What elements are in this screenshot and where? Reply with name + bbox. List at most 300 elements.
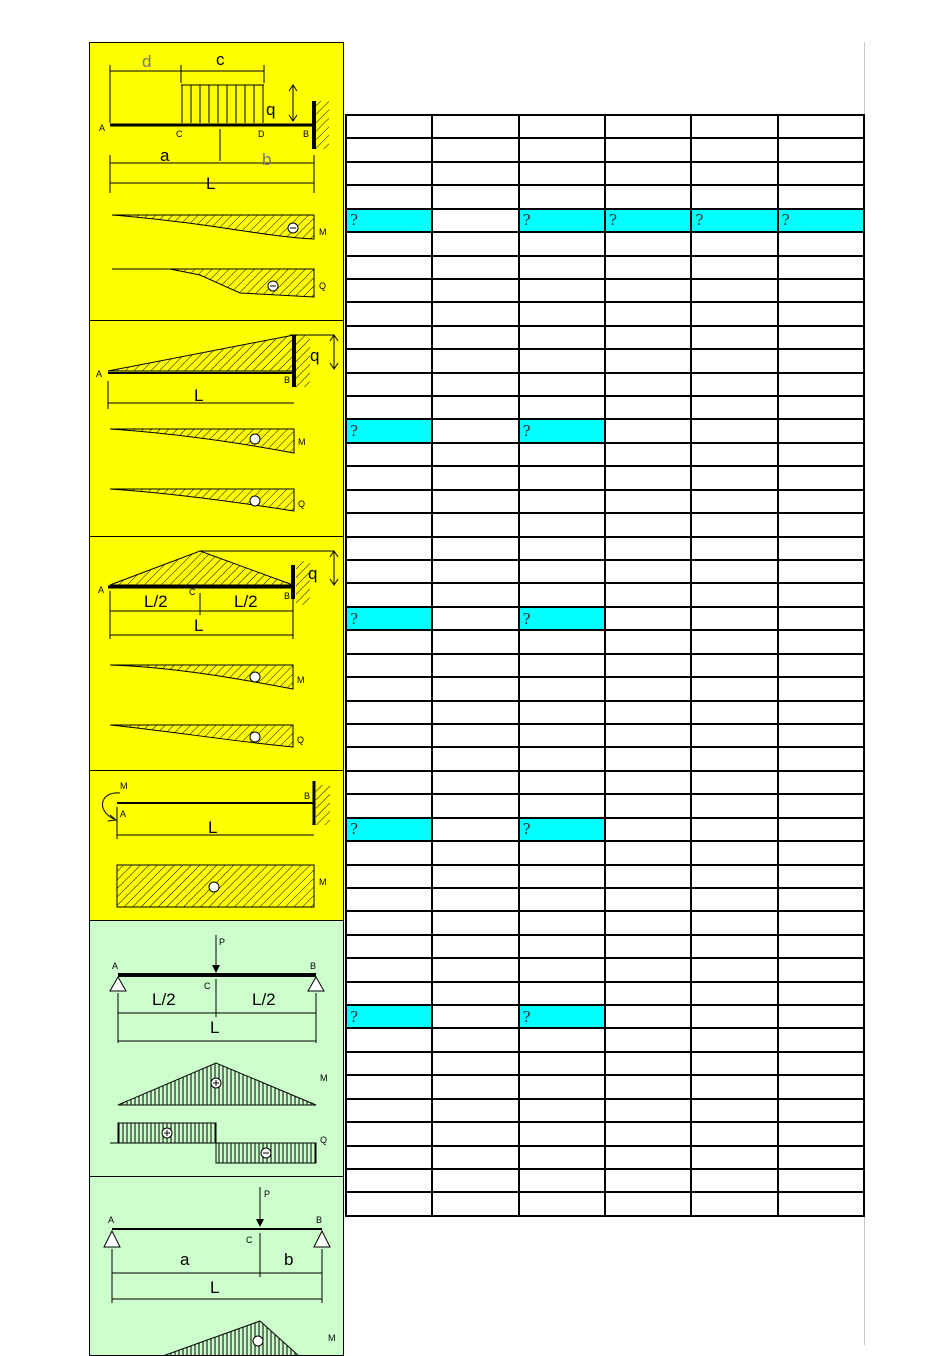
grid-cell[interactable]	[432, 701, 518, 724]
grid-cell[interactable]	[519, 443, 605, 466]
grid-cell[interactable]	[778, 1075, 864, 1098]
grid-cell[interactable]	[778, 513, 864, 536]
grid-cell[interactable]	[432, 607, 518, 630]
highlighted-cell[interactable]: ?	[519, 607, 605, 630]
grid-cell[interactable]	[519, 302, 605, 325]
grid-cell[interactable]	[519, 560, 605, 583]
grid-cell[interactable]	[605, 888, 691, 911]
grid-cell[interactable]	[519, 138, 605, 161]
grid-cell[interactable]	[346, 560, 432, 583]
grid-cell[interactable]	[346, 373, 432, 396]
grid-cell[interactable]	[519, 373, 605, 396]
grid-cell[interactable]	[691, 911, 777, 934]
grid-cell[interactable]	[778, 1005, 864, 1028]
grid-cell[interactable]	[605, 373, 691, 396]
grid-cell[interactable]	[691, 630, 777, 653]
grid-cell[interactable]	[778, 1146, 864, 1169]
grid-cell[interactable]	[346, 583, 432, 606]
grid-cell[interactable]	[432, 630, 518, 653]
grid-cell[interactable]	[691, 747, 777, 770]
grid-cell[interactable]	[432, 677, 518, 700]
grid-cell[interactable]	[778, 771, 864, 794]
grid-cell[interactable]	[691, 724, 777, 747]
grid-cell[interactable]	[691, 701, 777, 724]
grid-cell[interactable]	[432, 1028, 518, 1051]
grid-cell[interactable]	[519, 1146, 605, 1169]
grid-cell[interactable]	[691, 1146, 777, 1169]
grid-cell[interactable]	[605, 1028, 691, 1051]
grid-cell[interactable]	[778, 279, 864, 302]
grid-cell[interactable]	[778, 1052, 864, 1075]
grid-cell[interactable]	[778, 115, 864, 138]
grid-cell[interactable]	[605, 1146, 691, 1169]
grid-cell[interactable]	[432, 654, 518, 677]
grid-cell[interactable]	[432, 302, 518, 325]
grid-cell[interactable]	[346, 513, 432, 536]
grid-cell[interactable]	[605, 537, 691, 560]
grid-cell[interactable]	[432, 1146, 518, 1169]
grid-cell[interactable]	[778, 935, 864, 958]
grid-cell[interactable]	[432, 1169, 518, 1192]
grid-cell[interactable]	[691, 115, 777, 138]
grid-cell[interactable]	[346, 747, 432, 770]
grid-cell[interactable]	[605, 865, 691, 888]
grid-cell[interactable]	[691, 490, 777, 513]
grid-row	[346, 490, 864, 513]
grid-cell[interactable]	[605, 396, 691, 419]
highlighted-cell[interactable]: ?	[519, 1005, 605, 1028]
grid-cell[interactable]	[346, 1028, 432, 1051]
grid-cell[interactable]	[346, 1146, 432, 1169]
grid-cell[interactable]	[432, 888, 518, 911]
grid-cell[interactable]	[605, 162, 691, 185]
grid-cell[interactable]	[691, 396, 777, 419]
grid-cell[interactable]	[519, 677, 605, 700]
grid-cell[interactable]	[605, 1192, 691, 1215]
grid-cell[interactable]	[346, 982, 432, 1005]
grid-cell[interactable]	[432, 1075, 518, 1098]
grid-cell[interactable]	[691, 513, 777, 536]
grid-cell[interactable]	[605, 1005, 691, 1028]
grid-cell[interactable]	[432, 162, 518, 185]
grid-cell[interactable]	[778, 138, 864, 161]
highlighted-cell[interactable]: ?	[519, 419, 605, 442]
label-B: B	[304, 791, 311, 801]
grid-cell[interactable]	[346, 256, 432, 279]
grid-cell[interactable]	[605, 654, 691, 677]
grid-cell[interactable]	[778, 443, 864, 466]
grid-cell[interactable]	[346, 724, 432, 747]
grid-cell[interactable]	[519, 1192, 605, 1215]
highlighted-cell[interactable]: ?	[346, 607, 432, 630]
grid-cell[interactable]	[519, 958, 605, 981]
grid-cell[interactable]	[519, 747, 605, 770]
label-A: A	[99, 123, 106, 133]
grid-cell[interactable]	[346, 1052, 432, 1075]
grid-cell[interactable]	[346, 1075, 432, 1098]
grid-cell[interactable]	[432, 982, 518, 1005]
grid-cell[interactable]	[691, 1052, 777, 1075]
highlighted-cell[interactable]: ?	[778, 209, 864, 232]
grid-cell[interactable]	[346, 279, 432, 302]
grid-row	[346, 209, 864, 232]
grid-cell[interactable]	[519, 513, 605, 536]
grid-cell[interactable]	[691, 841, 777, 864]
grid-cell[interactable]	[432, 490, 518, 513]
grid-cell[interactable]	[605, 490, 691, 513]
grid-cell[interactable]	[432, 349, 518, 372]
grid-cell[interactable]	[346, 115, 432, 138]
grid-row	[346, 373, 864, 396]
grid-cell[interactable]	[519, 326, 605, 349]
grid-cell[interactable]	[346, 654, 432, 677]
grid-cell[interactable]	[346, 466, 432, 489]
grid-cell[interactable]	[432, 935, 518, 958]
grid-cell[interactable]	[778, 373, 864, 396]
grid-cell[interactable]	[605, 466, 691, 489]
grid-cell[interactable]	[432, 466, 518, 489]
grid-cell[interactable]	[432, 1052, 518, 1075]
grid-cell[interactable]	[691, 1075, 777, 1098]
grid-cell[interactable]	[605, 958, 691, 981]
grid-cell[interactable]	[691, 162, 777, 185]
grid-cell[interactable]	[519, 1099, 605, 1122]
grid-cell[interactable]	[778, 466, 864, 489]
grid-cell[interactable]	[346, 677, 432, 700]
grid-cell[interactable]	[778, 490, 864, 513]
grid-cell[interactable]	[691, 302, 777, 325]
grid-cell[interactable]	[778, 583, 864, 606]
grid-cell[interactable]	[432, 209, 518, 232]
grid-cell[interactable]	[778, 818, 864, 841]
grid-cell[interactable]	[691, 560, 777, 583]
grid-cell[interactable]	[691, 326, 777, 349]
grid-cell[interactable]	[605, 630, 691, 653]
grid-cell[interactable]	[691, 935, 777, 958]
grid-cell[interactable]	[346, 935, 432, 958]
grid-cell[interactable]	[691, 537, 777, 560]
distributed-load	[181, 85, 264, 123]
grid-cell[interactable]	[691, 232, 777, 255]
grid-cell[interactable]	[346, 794, 432, 817]
grid-cell[interactable]	[605, 607, 691, 630]
grid-cell[interactable]	[432, 1122, 518, 1145]
moment-diagram	[110, 665, 293, 689]
grid-cell[interactable]	[778, 747, 864, 770]
grid-cell[interactable]	[346, 701, 432, 724]
grid-cell[interactable]	[778, 958, 864, 981]
grid-cell[interactable]	[778, 701, 864, 724]
beam-diagram-5	[90, 921, 344, 1177]
grid-cell[interactable]	[432, 911, 518, 934]
grid-cell[interactable]	[605, 256, 691, 279]
grid-cell[interactable]	[605, 115, 691, 138]
grid-cell[interactable]	[691, 865, 777, 888]
grid-cell[interactable]	[605, 724, 691, 747]
grid-cell[interactable]	[605, 419, 691, 442]
grid-cell[interactable]	[778, 162, 864, 185]
grid-row	[346, 982, 864, 1005]
grid-cell[interactable]	[432, 794, 518, 817]
grid-cell[interactable]	[691, 1005, 777, 1028]
grid-cell[interactable]	[346, 302, 432, 325]
grid-cell[interactable]	[432, 443, 518, 466]
grid-cell[interactable]	[346, 138, 432, 161]
grid-cell[interactable]	[691, 1122, 777, 1145]
grid-cell[interactable]	[432, 279, 518, 302]
grid-cell[interactable]	[691, 466, 777, 489]
grid-cell[interactable]	[432, 396, 518, 419]
grid-cell[interactable]	[519, 1075, 605, 1098]
grid-cell[interactable]	[519, 911, 605, 934]
grid-cell[interactable]	[605, 185, 691, 208]
grid-cell[interactable]	[519, 982, 605, 1005]
grid-cell[interactable]	[778, 654, 864, 677]
grid-cell[interactable]	[346, 911, 432, 934]
grid-cell[interactable]	[691, 888, 777, 911]
grid-cell[interactable]	[346, 349, 432, 372]
grid-cell[interactable]	[519, 1028, 605, 1051]
grid-cell[interactable]	[432, 583, 518, 606]
grid-cell[interactable]	[519, 349, 605, 372]
grid-cell[interactable]	[605, 326, 691, 349]
grid-cell[interactable]	[605, 583, 691, 606]
grid-cell[interactable]	[605, 841, 691, 864]
grid-cell[interactable]	[691, 1192, 777, 1215]
grid-cell[interactable]	[778, 560, 864, 583]
grid-cell[interactable]	[346, 1169, 432, 1192]
label-a: a	[180, 1250, 190, 1269]
grid-cell[interactable]	[519, 1052, 605, 1075]
grid-cell[interactable]	[519, 630, 605, 653]
grid-cell[interactable]	[432, 513, 518, 536]
grid-cell[interactable]	[691, 771, 777, 794]
grid-cell[interactable]	[778, 537, 864, 560]
grid-cell[interactable]	[432, 1005, 518, 1028]
grid-cell[interactable]	[432, 771, 518, 794]
highlighted-cell[interactable]: ?	[519, 209, 605, 232]
grid-cell[interactable]	[691, 794, 777, 817]
highlighted-cell[interactable]: ?	[346, 1005, 432, 1028]
grid-cell[interactable]	[691, 279, 777, 302]
grid-cell[interactable]	[432, 138, 518, 161]
grid-cell[interactable]	[432, 865, 518, 888]
grid-cell[interactable]	[346, 396, 432, 419]
grid-cell[interactable]	[605, 771, 691, 794]
label-q: q	[266, 100, 276, 119]
grid-cell[interactable]	[346, 771, 432, 794]
grid-cell[interactable]	[605, 513, 691, 536]
grid-cell[interactable]	[605, 747, 691, 770]
grid-cell[interactable]	[778, 1192, 864, 1215]
grid-cell[interactable]	[432, 115, 518, 138]
grid-cell[interactable]	[778, 724, 864, 747]
grid-cell[interactable]	[519, 841, 605, 864]
grid-cell[interactable]	[519, 888, 605, 911]
grid-cell[interactable]	[432, 747, 518, 770]
grid-cell[interactable]	[519, 115, 605, 138]
grid-cell[interactable]	[691, 1099, 777, 1122]
grid-cell[interactable]	[519, 232, 605, 255]
grid-row	[346, 607, 864, 630]
grid-cell[interactable]	[691, 373, 777, 396]
grid-cell[interactable]	[432, 232, 518, 255]
grid-cell[interactable]	[605, 935, 691, 958]
label-b: b	[284, 1250, 294, 1269]
grid-cell[interactable]	[691, 677, 777, 700]
grid-cell[interactable]	[346, 630, 432, 653]
grid-cell[interactable]	[691, 654, 777, 677]
grid-cell[interactable]	[519, 185, 605, 208]
grid-cell[interactable]	[691, 818, 777, 841]
grid-cell[interactable]	[519, 583, 605, 606]
grid-cell[interactable]	[691, 583, 777, 606]
grid-cell[interactable]	[778, 326, 864, 349]
grid-cell[interactable]	[519, 466, 605, 489]
grid-cell[interactable]	[432, 1192, 518, 1215]
grid-cell[interactable]	[519, 279, 605, 302]
grid-cell[interactable]	[519, 724, 605, 747]
grid-cell[interactable]	[691, 607, 777, 630]
label-q: q	[308, 564, 318, 583]
grid-cell[interactable]	[432, 560, 518, 583]
grid-cell[interactable]	[605, 443, 691, 466]
highlighted-cell[interactable]: ?	[346, 209, 432, 232]
grid-cell[interactable]	[691, 419, 777, 442]
grid-cell[interactable]	[346, 185, 432, 208]
grid-cell[interactable]	[605, 1052, 691, 1075]
grid-cell[interactable]	[605, 232, 691, 255]
grid-cell[interactable]	[778, 302, 864, 325]
grid-cell[interactable]	[778, 256, 864, 279]
grid-cell[interactable]	[605, 677, 691, 700]
grid-cell[interactable]	[778, 841, 864, 864]
grid-cell[interactable]	[519, 490, 605, 513]
grid-cell[interactable]	[346, 490, 432, 513]
grid-cell[interactable]	[778, 677, 864, 700]
grid-cell[interactable]	[519, 1169, 605, 1192]
grid-row	[346, 256, 864, 279]
grid-cell[interactable]	[605, 982, 691, 1005]
grid-cell[interactable]	[778, 865, 864, 888]
grid-cell[interactable]	[605, 560, 691, 583]
grid-cell[interactable]	[778, 1028, 864, 1051]
grid-cell[interactable]	[605, 701, 691, 724]
grid-cell[interactable]	[691, 185, 777, 208]
grid-cell[interactable]	[605, 1169, 691, 1192]
grid-cell[interactable]	[432, 841, 518, 864]
grid-cell[interactable]	[346, 888, 432, 911]
grid-cell[interactable]	[778, 232, 864, 255]
grid-cell[interactable]	[691, 982, 777, 1005]
grid-cell[interactable]	[605, 1075, 691, 1098]
grid-cell[interactable]	[691, 958, 777, 981]
grid-cell[interactable]	[519, 701, 605, 724]
grid-cell[interactable]	[778, 185, 864, 208]
grid-cell[interactable]	[346, 1192, 432, 1215]
grid-cell[interactable]	[519, 537, 605, 560]
grid-cell[interactable]	[432, 373, 518, 396]
grid-cell[interactable]	[778, 911, 864, 934]
highlighted-cell[interactable]: ?	[605, 209, 691, 232]
grid-cell[interactable]	[605, 1099, 691, 1122]
grid-cell[interactable]	[691, 138, 777, 161]
grid-cell[interactable]	[346, 841, 432, 864]
grid-cell[interactable]	[432, 326, 518, 349]
grid-cell[interactable]	[432, 419, 518, 442]
grid-cell[interactable]	[519, 654, 605, 677]
grid-cell[interactable]	[778, 396, 864, 419]
grid-cell[interactable]	[605, 794, 691, 817]
grid-cell[interactable]	[432, 537, 518, 560]
grid-cell[interactable]	[778, 1099, 864, 1122]
grid-cell[interactable]	[432, 1099, 518, 1122]
grid-row	[346, 677, 864, 700]
grid-cell[interactable]	[432, 256, 518, 279]
grid-cell[interactable]	[346, 865, 432, 888]
grid-cell[interactable]	[432, 958, 518, 981]
grid-cell[interactable]	[346, 326, 432, 349]
grid-cell[interactable]	[519, 396, 605, 419]
grid-cell[interactable]	[778, 982, 864, 1005]
grid-cell[interactable]	[691, 256, 777, 279]
grid-cell[interactable]	[778, 888, 864, 911]
grid-cell[interactable]	[778, 349, 864, 372]
grid-cell[interactable]	[346, 1122, 432, 1145]
grid-cell[interactable]	[346, 537, 432, 560]
grid-cell[interactable]	[519, 771, 605, 794]
grid-cell[interactable]	[778, 607, 864, 630]
label-A: A	[120, 809, 127, 819]
grid-cell[interactable]	[778, 794, 864, 817]
grid-cell[interactable]	[605, 302, 691, 325]
grid-cell[interactable]	[605, 349, 691, 372]
grid-cell[interactable]	[519, 935, 605, 958]
grid-cell[interactable]	[605, 138, 691, 161]
grid-cell[interactable]	[346, 232, 432, 255]
highlighted-cell[interactable]: ?	[346, 818, 432, 841]
grid-cell[interactable]	[605, 279, 691, 302]
grid-cell[interactable]	[691, 349, 777, 372]
grid-cell[interactable]	[519, 256, 605, 279]
grid-cell[interactable]	[778, 630, 864, 653]
grid-cell[interactable]	[691, 1169, 777, 1192]
grid-cell[interactable]	[691, 443, 777, 466]
grid-row	[346, 1028, 864, 1051]
grid-cell[interactable]	[778, 419, 864, 442]
grid-cell[interactable]	[346, 162, 432, 185]
grid-cell[interactable]	[778, 1122, 864, 1145]
grid-cell[interactable]	[691, 1028, 777, 1051]
grid-cell[interactable]	[605, 818, 691, 841]
grid-cell[interactable]	[432, 818, 518, 841]
grid-cell[interactable]	[519, 794, 605, 817]
grid-cell[interactable]	[519, 865, 605, 888]
grid-cell[interactable]	[346, 1099, 432, 1122]
grid-cell[interactable]	[519, 1122, 605, 1145]
highlighted-cell[interactable]: ?	[519, 818, 605, 841]
grid-cell[interactable]	[605, 911, 691, 934]
grid-cell[interactable]	[432, 185, 518, 208]
highlighted-cell[interactable]: ?	[691, 209, 777, 232]
highlighted-cell[interactable]: ?	[346, 419, 432, 442]
grid-cell[interactable]	[346, 443, 432, 466]
grid-cell[interactable]	[519, 162, 605, 185]
grid-cell[interactable]	[778, 1169, 864, 1192]
grid-cell[interactable]	[346, 958, 432, 981]
grid-cell[interactable]	[605, 1122, 691, 1145]
grid-cell[interactable]	[432, 724, 518, 747]
